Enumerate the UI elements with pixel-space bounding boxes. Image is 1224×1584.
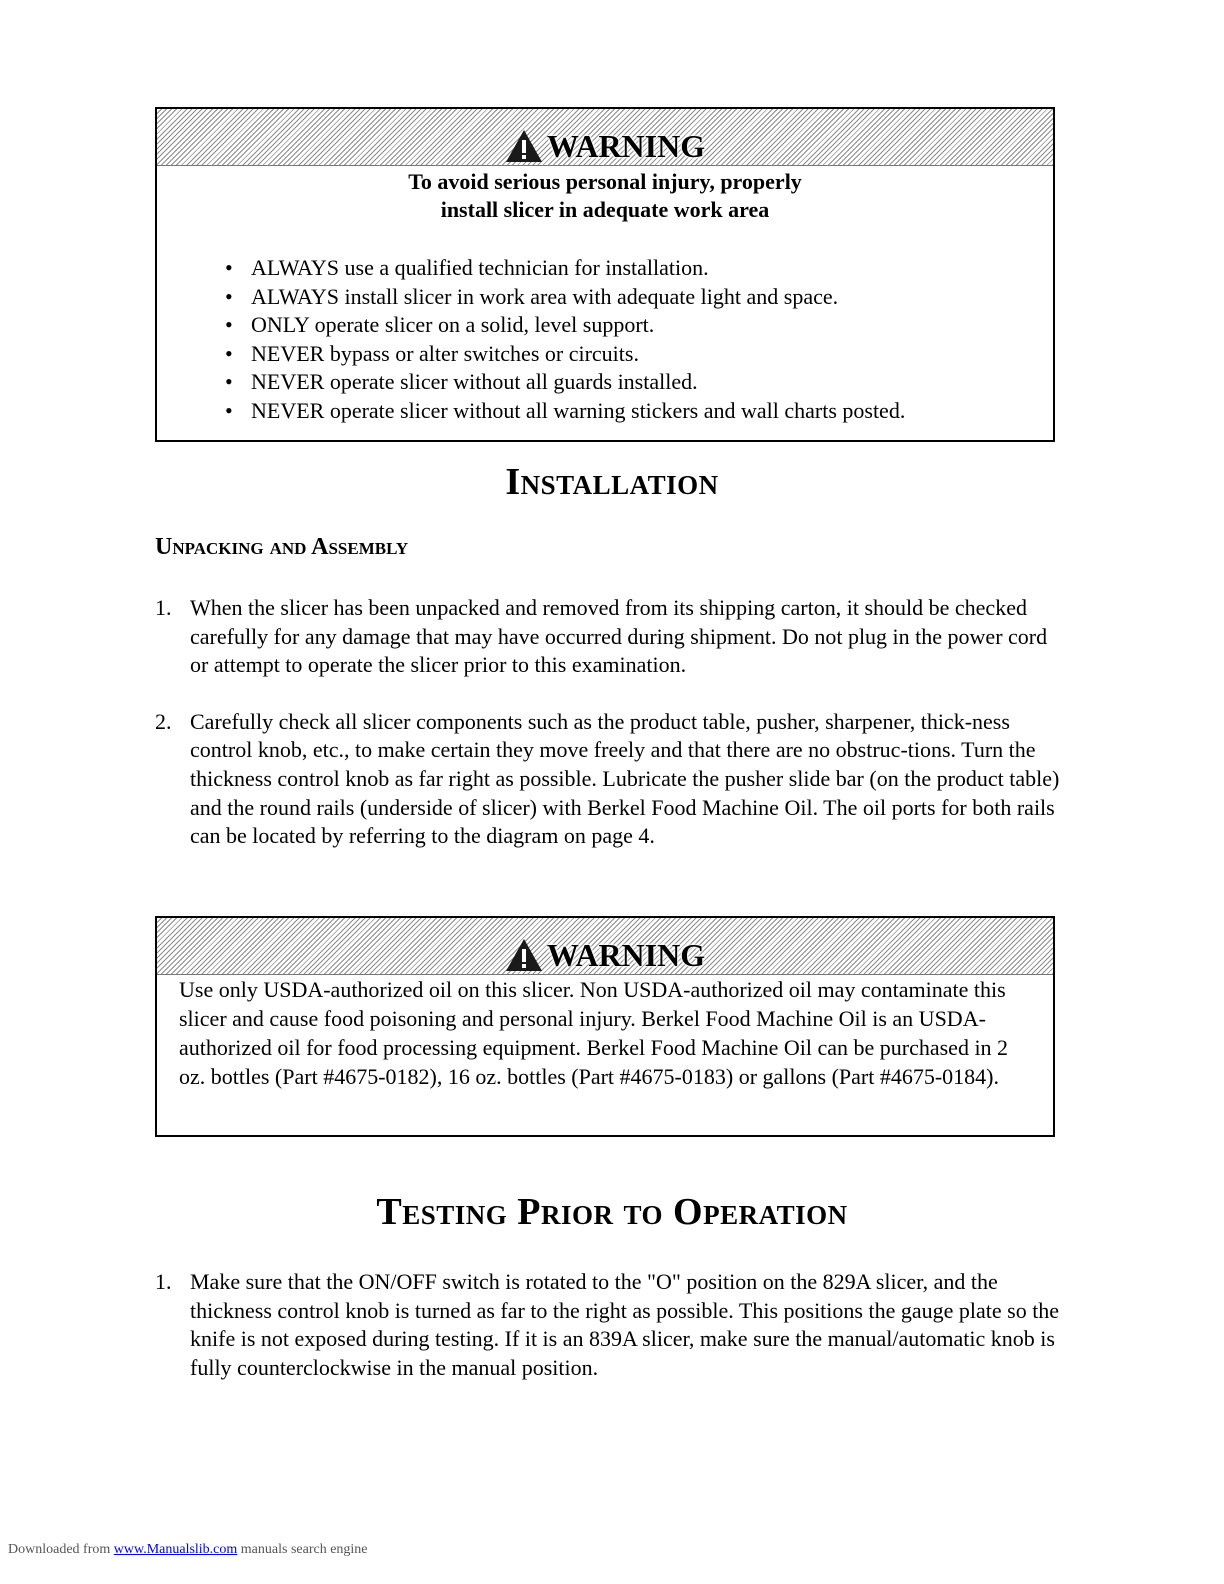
warning-box-oil — [155, 916, 1055, 1137]
unpacking-subheading: Unpacking and Assembly — [155, 534, 409, 560]
warning-triangle-icon — [505, 129, 543, 163]
warning-label: WARNING — [546, 937, 706, 973]
warning-label: WARNING — [546, 128, 706, 164]
installation-heading: Installation — [505, 461, 719, 503]
step-number: 1. — [155, 1269, 172, 1294]
warning-box-installation — [155, 107, 1055, 442]
list-item — [155, 1268, 1060, 1382]
step-number: 2. — [155, 708, 172, 734]
warning-bullet-list — [157, 254, 1053, 426]
warning-triangle-icon — [505, 938, 543, 972]
testing-steps — [155, 1268, 1060, 1382]
step-text: When the slicer has been unpacked and removed from its shipping carton, it should be checked carefully for any damage that may have occurred during shipment. Do not plug in the power cord or attempt to operate the slicer prior to this examination. — [190, 595, 1048, 678]
list-item — [155, 594, 1060, 680]
step-text: Carefully check all slicer components such as the product table, pusher, sharpener, thick-ness control knob, etc., to make certain they move freely and that there are no obstruc-tions. Turn the thickness control knob as far right as possible. Lubricate the pusher slide bar (on the product table) and the round rails (underside of slicer) with Berkel Food Machine Oil. The oil ports for both rails can be located by referring to the diagram on page 4. — [190, 708, 1060, 849]
installation-steps — [155, 594, 1060, 851]
footer-suffix: manuals search engine — [240, 1542, 368, 1557]
warning-bullet: • NEVER bypass or alter switches or circuits. — [225, 340, 1053, 369]
warning-bullet: • NEVER operate slicer without all guards installed. — [225, 368, 1053, 397]
warning-header — [157, 109, 1053, 166]
download-footer — [8, 1542, 368, 1558]
step-number: 1. — [155, 595, 172, 620]
warning-bullet: • ALWAYS install slicer in work area with adequate light and space. — [225, 283, 1053, 312]
warning-bullet: • NEVER operate slicer without all warning stickers and wall charts posted. — [225, 397, 1053, 426]
step-text: Make sure that the ON/OFF switch is rotated to the "O" position on the 829A slicer, and the thickness control knob is turned as far to the right as possible. This positions the gauge plate so the knife is not exposed during testing. If it is an 839A slicer, make sure the manual/automatic knob is fully counterclockwise in the manual position. — [190, 1269, 1060, 1380]
oil-warning-text: Use only USDA-authorized oil on this slicer. Non USDA-authorized oil may contaminate this slicer and cause food poisoning and personal injury. Berkel Food Machine Oil is an USDA-authorized oil for food processing equipment. Berkel Food Machine Oil can be purchased in 2 oz. bottles (Part #4675-0182), 16 oz. bottles (Part #4675-0183) or gallons (Part #4675-0184). — [179, 977, 1009, 1089]
warning-subtitle — [157, 168, 1053, 224]
warning-bullet: • ALWAYS use a qualified technician for installation. — [225, 254, 1053, 283]
warning-subtitle-line-1: To avoid serious personal injury, properly — [408, 169, 802, 194]
warning-subtitle-line-2: install slicer in adequate work area — [440, 197, 770, 222]
footer-prefix: Downloaded from — [8, 1542, 111, 1557]
manualslib-link[interactable]: www.Manualslib.com — [113, 1542, 238, 1557]
warning-header — [157, 918, 1053, 975]
warning-bullet: • ONLY operate slicer on a solid, level support. — [225, 311, 1053, 340]
list-item — [155, 708, 1060, 851]
testing-heading: Testing Prior to Operation — [376, 1191, 848, 1233]
